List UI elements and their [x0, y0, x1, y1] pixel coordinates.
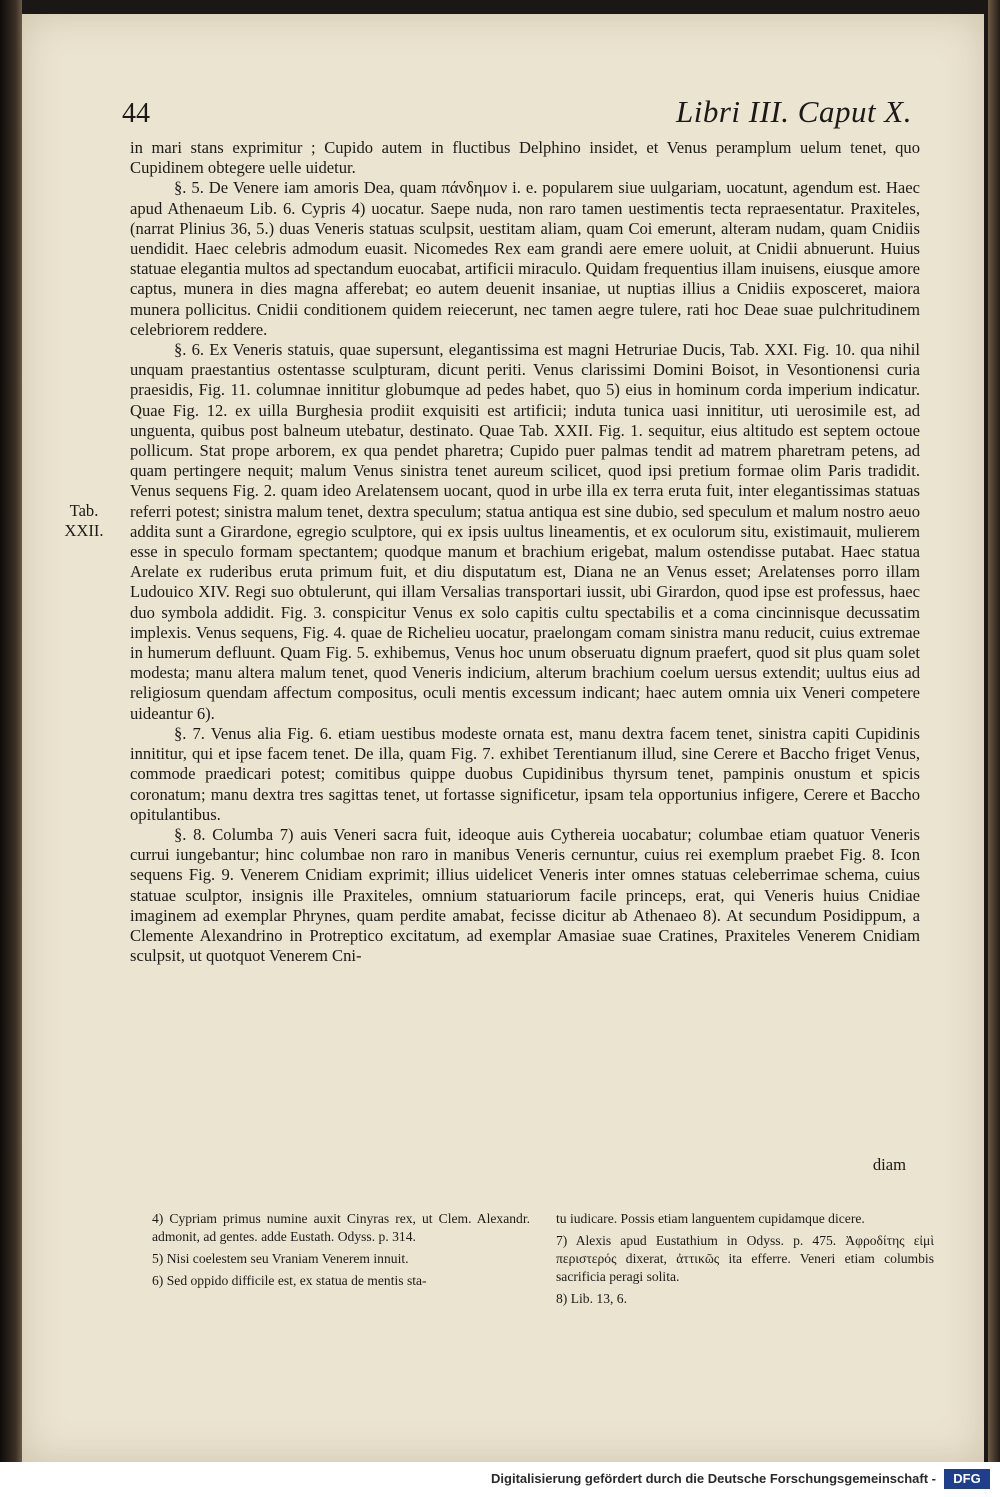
footnote-8: 8) Lib. 13, 6.	[556, 1291, 627, 1306]
page-number: 44	[122, 98, 150, 129]
book-page	[22, 14, 984, 1462]
footnotes-right-column	[556, 1210, 934, 1312]
footnote-6-continued: tu iudicare. Possis etiam languentem cupidamque dicere.	[556, 1211, 865, 1226]
footnotes-left-column	[152, 1210, 530, 1294]
paragraph-section-5: §. 5. De Venere iam amoris Dea, quam πάνδημον i. e. popularem siue uulgariam, uocatunt, agendum est. Haec apud Athenaeum Lib. 6. Cypris 4) uocatur. Saepe nuda, non raro tamen uestimentis tecta repraesentatur. Praxiteles, (narrat Plinius 36, 5.) duas Veneris statuas sculpsit, uestitam aliam, quam Coi emerunt, alteram nudam, quam Cnidiis uendidit. Haec celebris admodum euasit. Nicomedes Rex eam grandi aere emere uoluit, at Cnidii abnuerunt. Huius statuae elegantia multos ad spectandum euocabat, artificii miraculo. Quidam frequentius illam inuisens, eiusque amore captus, munera in dies magna afferebat; eo autem deuenit insaniae, ut nuptias illius a Cnidiis exposceret, maiora munera pollicitus. Cnidii conditionem quidem reiecerunt, nec tamen aegre tulere, rati hoc Deae suae pulchritudinem celebriorem reddere.	[130, 178, 920, 339]
body-text	[130, 138, 920, 966]
paragraph-continuation: in mari stans exprimitur ; Cupido autem in fluctibus Delphino insidet, et Venus peramplum uelum tenet, quo Cupidinem obtegere uelle uidetur.	[130, 138, 920, 178]
paragraph-section-8: §. 8. Columba 7) auis Veneri sacra fuit, ideoque auis Cythereia uocabatur; columbae etiam quatuor Veneris currui iungebantur; hinc columbae non raro in manibus Veneris cernuntur, cuius rei exemplum praebet Fig. 8. Icon sequens Fig. 9. Venerem Cnidiam exprimit; illius uidelicet Veneris inter omnes statuas celeberrimae schema, cuius statuae sculptor, insignis ille Praxiteles, omnium statuariorum facile princeps, erat, qui Veneris huius Cnidiae imaginem ad exemplar Phrynes, quam perdite amabat, fecisse dicitur ab Athenaeo 8). At secundum Posidippum, a Clemente Alexandrino in Protreptico excitatum, ad exemplar Amasiae suae Cratines, Praxiteles Venerem Cnidiam sculpsit, ut quotquot Venerem Cni-	[130, 824, 920, 966]
running-title: Libri III. Caput X.	[676, 94, 912, 129]
book-edge-right	[988, 0, 1000, 1497]
footnote-4: 4) Cypriam primus numine auxit Cinyras rex, ut Clem. Alexandr. admonit, ad gentes. adde Eustath. Odyss. p. 314.	[152, 1211, 530, 1244]
paragraph-section-6: §. 6. Ex Veneris statuis, quae supersunt, elegantissima est magni Hetruriae Ducis, Tab. XXI. Fig. 10. qua nihil unquam praestantius ostentasse sculpturam, dicunt periti. Venus clarissimi Domini Boisot, in Vesontionensi curia praesidis, Fig. 11. columnae innititur globumque ad pedes habet, quo 5) eius in hominum corda imperium indicatur. Quae Fig. 12. ex uilla Burghesia prodiit exquisiti est artificii; induta tunica uasi innititur, uti uerosimile est, ad unguenta, quibus post balneum utebatur, destinato. Quae Tab. XXII. Fig. 1. sequitur, eius altitudo est septem octoue pollicum. Stat prope arborem, ex qua pendet pharetra; Cupido puer palmas tendit ad matrem pharetram petens, ad quam pertingere nequit; malum Venus sinistra tenet aureum scilicet, quod ipsi pretium formae olim Paris tradidit. Venus sequens Fig. 2. quam ideo Arelatensem uocant, quod in urbe illa ex terra eruta fuit, inter elegantissimas statuas referri potest; sinistra malum tenet, dextra speculum; statua antiqua est sine dubio, sed speculum et malum nostro aeuo addita sunt a Girardone, egregio sculptore, qui ex ipsis uultus lineamentis, et ex oculorum situ, existimauit, mulierem esse in speculo formam spectantem; quodque manum et brachium erigebat, malum ostendisse putabat. Haec statua Arelate ex ruderibus eruta primum fuit, et diu disputatum est, Diana ne an Venus esset; Arelatenses porro illam Ludouico XIV. Regi suo obtulerunt, qui illam Versalias transportari iussit, ubi Girardon, quod ipse est professus, haec duo symbola addidit. Fig. 3. conspicitur Venus ex solo capitis cultu spectabilis et a coma cincinnisque decussatim implexis. Venus sequens, Fig. 4. quae de Richelieu uocatur, praelongam comam sinistra manu reducit, cuius extremae in humerum defluunt. Quam Fig. 5. exhibemus, Venus hoc unum obseruatu dignum praefert, quod sit plus quam solet modesta; manu altera malum tenet, quod Veneris indicium, alterum brachium coelum uersus extendit; uultus eius ad religiosum quendam affectum compositus, oculi mentis excessum indicant; haec autem omnia uix Veneri competere uideantur 6).	[130, 340, 920, 723]
footnote-5: 5) Nisi coelestem seu Vraniam Venerem innuit.	[152, 1251, 409, 1266]
paragraph-section-7: §. 7. Venus alia Fig. 6. etiam uestibus modeste ornata est, manu dextra facem tenet, sinistra capiti Cupidinis innititur, qui et ipse facem tenet. De illa, quam Fig. 7. exhibet Terentianum illud, sine Cerere et Baccho friget Venus, commode praedicari potest; comitibus quippe duobus Cupidinibus thyrsum tenet, pampinis onustum et spicis coronatum; manu dextra tres sagittas tenet, ut fortasse significetur, ipsam tela opportunius infigere, Cerere et Baccho opitulantibus.	[130, 723, 920, 824]
footnote-7: 7) Alexis apud Eustathium in Odyss. p. 475. Ἀφροδίτης εἰμὶ περιστερός dixerat, ἀττικῶς ita efferre. Veneri etiam columbis sacrificia peragi solita.	[556, 1233, 934, 1284]
page-header	[122, 94, 942, 142]
footnote-6: 6) Sed oppido difficile est, ex statua de mentis sta-	[152, 1273, 427, 1288]
catchword: diam	[872, 1155, 906, 1174]
margin-note-plate: Tab. XXII.	[64, 501, 104, 540]
digitization-footer-bar	[0, 1462, 1000, 1497]
book-spine-edge-left	[0, 0, 22, 1497]
digitization-notice: Digitalisierung gefördert durch die Deutsche Forschungsgemeinschaft -	[491, 1471, 936, 1486]
dfg-logo-icon: DFG	[944, 1469, 990, 1489]
